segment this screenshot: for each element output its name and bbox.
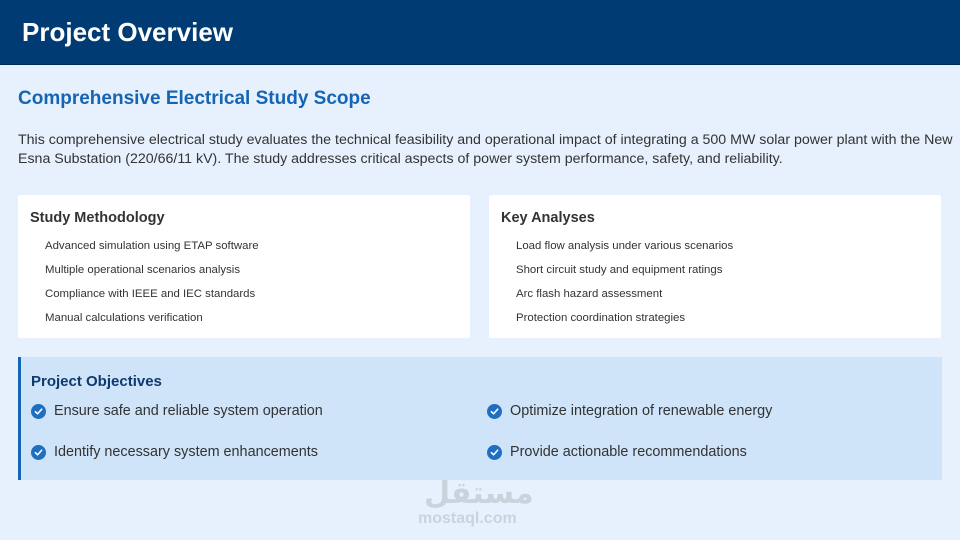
objectives-panel: [18, 357, 942, 480]
check-circle-icon: [31, 445, 46, 460]
objective-label: Identify necessary system enhancements: [54, 444, 318, 460]
analyses-item: Protection coordination strategies: [516, 312, 686, 324]
scope-title: Comprehensive Electrical Study Scope: [18, 88, 371, 109]
watermark-text: mostaql.com: [418, 510, 517, 527]
watermark: [406, 474, 556, 534]
methodology-item: Manual calculations verification: [45, 312, 203, 324]
methodology-list: [45, 239, 259, 335]
objective-item: [31, 443, 318, 461]
scope-description: This comprehensive electrical study evaluates the technical feasibility and operational impact of integrating a 500 MW solar power plant with the New Esna Substation (220/66/11 kV). The study addresses critical aspects of power system performance, safety, and reliability.: [18, 132, 953, 167]
page-title: Project Overview: [22, 17, 233, 47]
header-bar: [0, 0, 960, 65]
objective-label: Provide actionable recommendations: [510, 444, 747, 460]
analyses-item: Short circuit study and equipment ratings: [516, 264, 723, 276]
check-circle-icon: [487, 445, 502, 460]
check-circle-icon: [487, 404, 502, 419]
methodology-card: [18, 195, 470, 338]
check-circle-icon: [31, 404, 46, 419]
methodology-item: Multiple operational scenarios analysis: [45, 264, 241, 276]
analyses-item: Arc flash hazard assessment: [516, 288, 663, 300]
objective-label: Ensure safe and reliable system operation: [54, 403, 323, 419]
objective-item: [487, 443, 747, 461]
analyses-item: Load flow analysis under various scenarios: [516, 240, 734, 252]
analyses-card: [489, 195, 941, 338]
objectives-title: Project Objectives: [31, 373, 162, 390]
methodology-item: Advanced simulation using ETAP software: [45, 240, 259, 252]
methodology-title: Study Methodology: [30, 210, 165, 226]
objective-item: [31, 402, 323, 420]
objective-label: Optimize integration of renewable energy: [510, 403, 773, 419]
analyses-list: [516, 239, 733, 335]
watermark-logo: مستقل: [424, 476, 534, 511]
methodology-item: Compliance with IEEE and IEC standards: [45, 288, 256, 300]
objective-item: [487, 402, 772, 420]
analyses-title: Key Analyses: [501, 210, 595, 226]
